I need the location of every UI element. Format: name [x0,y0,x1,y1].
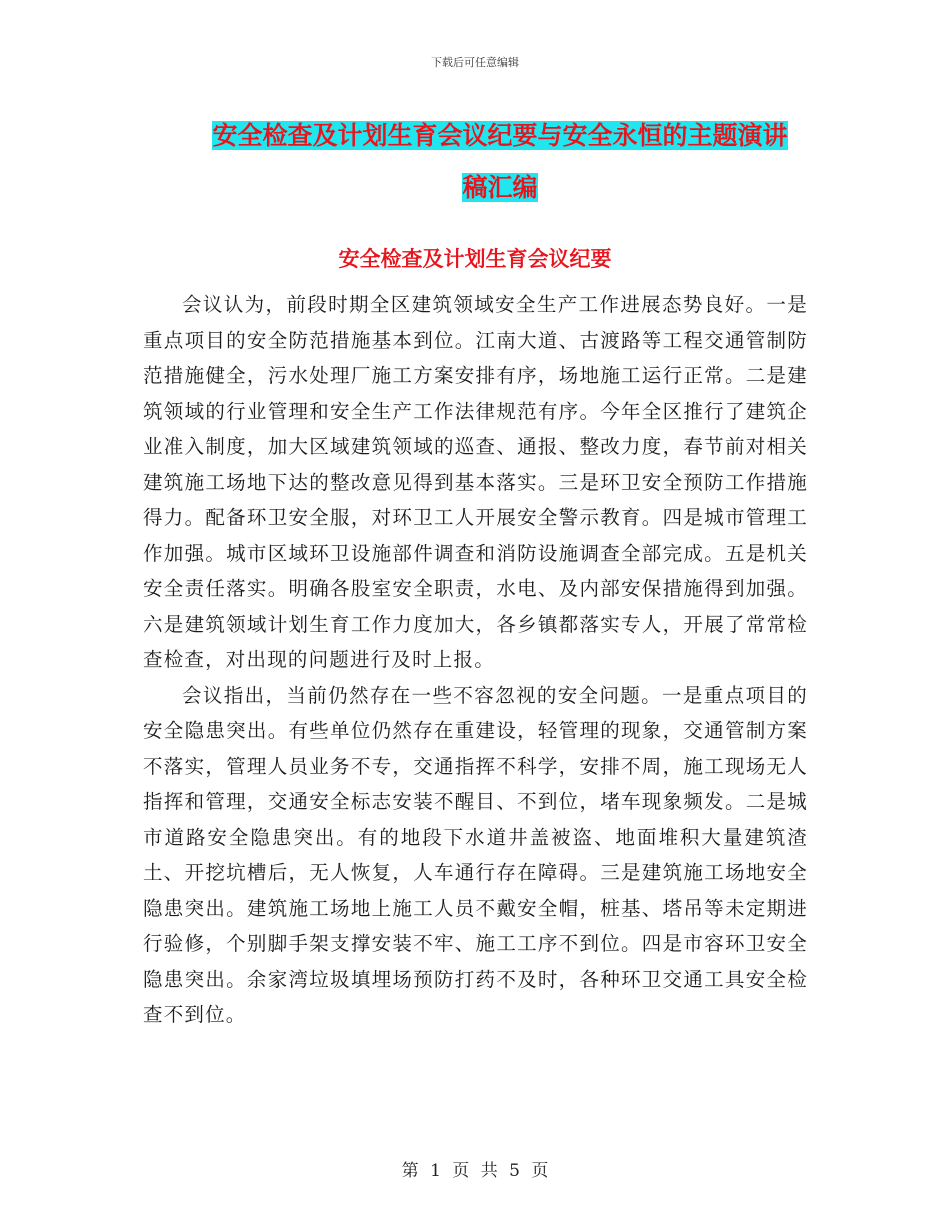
document-title [140,110,860,214]
section-title: 安全检查及计划生育会议纪要 [338,247,612,271]
paragraph: 会议指出，当前仍然存在一些不容忽视的安全问题。一是重点项目的安全隐患突出。有些单位仍然存在重建设，轻管理的现象，交通管制方案不落实，管理人员业务不专，交通指挥不科学，安排不周，施工现场无人指挥和管理，交通安全标志安装不醒目、不到位，堵车现象频发。二是城市道路安全隐患突出。有的地段下水道井盖被盗、地面堆积大量建筑渣土、开挖坑槽后，无人恢复，人车通行存在障碍。三是建筑施工场地安全隐患突出。建筑施工场地上施工人员不戴安全帽，桩基、塔吊等未定期进行验修，个别脚手架支撑安装不牢、施工工序不到位。四是市容环卫安全隐患突出。余家湾垃圾填埋场预防打药不及时，各种环卫交通工具安全检查不到位。 [143,683,808,1026]
document-title-line-2: 稿汇编 [462,173,538,202]
document-title-line-1: 安全检查及计划生育会议纪要与安全永恒的主题演讲 [212,121,788,150]
document-body [143,287,808,1033]
paragraph: 会议认为，前段时期全区建筑领域安全生产工作进展态势良好。一是重点项目的安全防范措施基本到位。江南大道、古渡路等工程交通管制防范措施健全，污水处理厂施工方案安排有序，场地施工运行正常。二是建筑领域的行业管理和安全生产工作法律规范有序。今年全区推行了建筑企业准入制度，加大区域建筑领域的巡查、通报、整改力度，春节前对相关建筑施工场地下达的整改意见得到基本落实。三是环卫安全预防工作措施得力。配备环卫安全服，对环卫工人开展安全警示教育。四是城市管理工作加强。城市区域环卫设施部件调查和消防设施调查全部完成。五是机关安全责任落实。明确各股室安全职责，水电、及内部安保措施得到加强。六是建筑领域计划生育工作力度加大，各乡镇都落实专人，开展了常常检查检查，对出现的问题进行及时上报。 [143,293,808,671]
page-header-note: 下载后可任意编辑 [431,56,519,69]
page-footer: 第 1 页 共 5 页 [401,1161,549,1181]
